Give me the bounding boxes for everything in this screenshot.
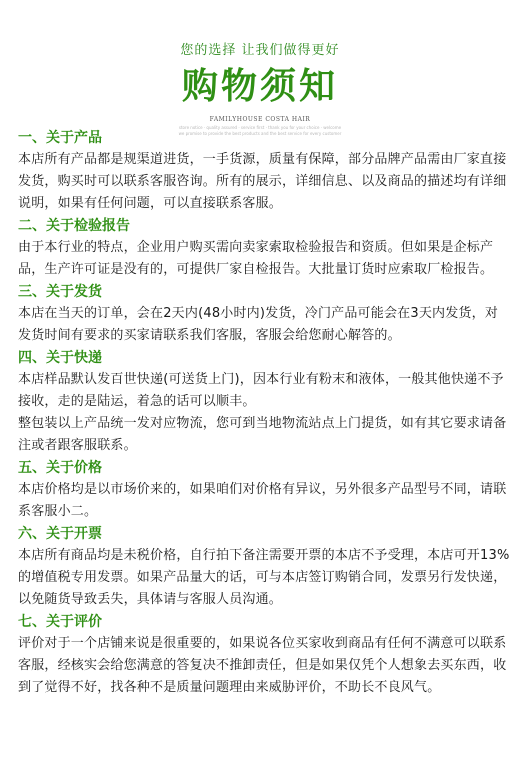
- section-paragraph: 本店在当天的订单，会在2天内(48小时内)发货，冷门产品可能会在3天内发货，对发货时间有要求的买家请联系我们客服，客服会给您耐心解答的。: [18, 306, 499, 343]
- page-title: 购物须知: [181, 66, 338, 107]
- fine-print-1: store notice · quality assured · service first · thank you for your choice · welcome: [178, 125, 342, 130]
- section-title: 七、关于评价: [18, 614, 102, 630]
- section-title: 三、关于发货: [18, 284, 102, 300]
- section-paragraph: 由于本行业的特点，企业用户购买需向卖家索取检验报告和资质。但如果是企标产品，生产许可证是没有的，可提供厂家自检报告。大批量订货时应索取厂检报告。: [18, 240, 494, 277]
- section-paragraph: 本店所有产品都是规渠道进货，一手货源，质量有保障，部分品牌产品需由厂家直接发货，购买时可以联系客服咨询。所有的展示，详细信息、以及商品的描述均有详细说明，如果有任何问题，可以直接联系客服。: [18, 152, 507, 211]
- section-paragraph: 本店样品默认发百世快递(可送货上门)，因本行业有粉末和液体，一般其他快递不予接收，走的是陆运，着急的话可以顺丰。: [18, 372, 504, 409]
- header: [0, 42, 520, 136]
- section-paragraph: 本店价格均是以市场价来的，如果咱们对价格有异议，另外很多产品型号不同，请联系客服小二。: [18, 482, 507, 519]
- section-shipping: [18, 281, 510, 347]
- tagline: 您的选择 让我们做得更好: [180, 43, 340, 58]
- section-inspection-report: [18, 215, 510, 281]
- subline: FAMILYHOUSE COSTA HAIR: [209, 116, 311, 123]
- fine-print-2: we promise to provide the best products and the best service for every customer: [178, 131, 342, 136]
- section-price: [18, 457, 510, 523]
- section-review: [18, 611, 510, 699]
- section-product: [18, 127, 510, 215]
- section-title: 五、关于价格: [18, 460, 102, 476]
- section-title: 一、关于产品: [18, 130, 102, 146]
- content: [18, 127, 510, 699]
- section-express: [18, 347, 510, 457]
- section-invoice: [18, 523, 510, 611]
- section-title: 四、关于快递: [18, 350, 102, 366]
- section-paragraph: 评价对于一个店铺来说是很重要的，如果说各位买家收到商品有任何不满意可以联系客服，经核实会给您满意的答复决不推卸责任，但是如果仅凭个人想象去买东西，收到了觉得不好，找各种不是质量问题理由来威胁评价，不助长不良风气。: [18, 636, 507, 695]
- section-title: 六、关于开票: [18, 526, 102, 542]
- section-paragraph: 整包装以上产品统一发对应物流，您可到当地物流站点上门提货，如有其它要求请备注或者跟客服联系。: [18, 416, 507, 453]
- section-paragraph: 本店所有商品均是未税价格，自行拍下备注需要开票的本店不予受理，本店可开13%的增值税专用发票。如果产品量大的话，可与本店签订购销合同，发票另行发快递，以免随货导致丢失，具体请与客服人员沟通。: [18, 548, 510, 607]
- section-title: 二、关于检验报告: [18, 218, 130, 234]
